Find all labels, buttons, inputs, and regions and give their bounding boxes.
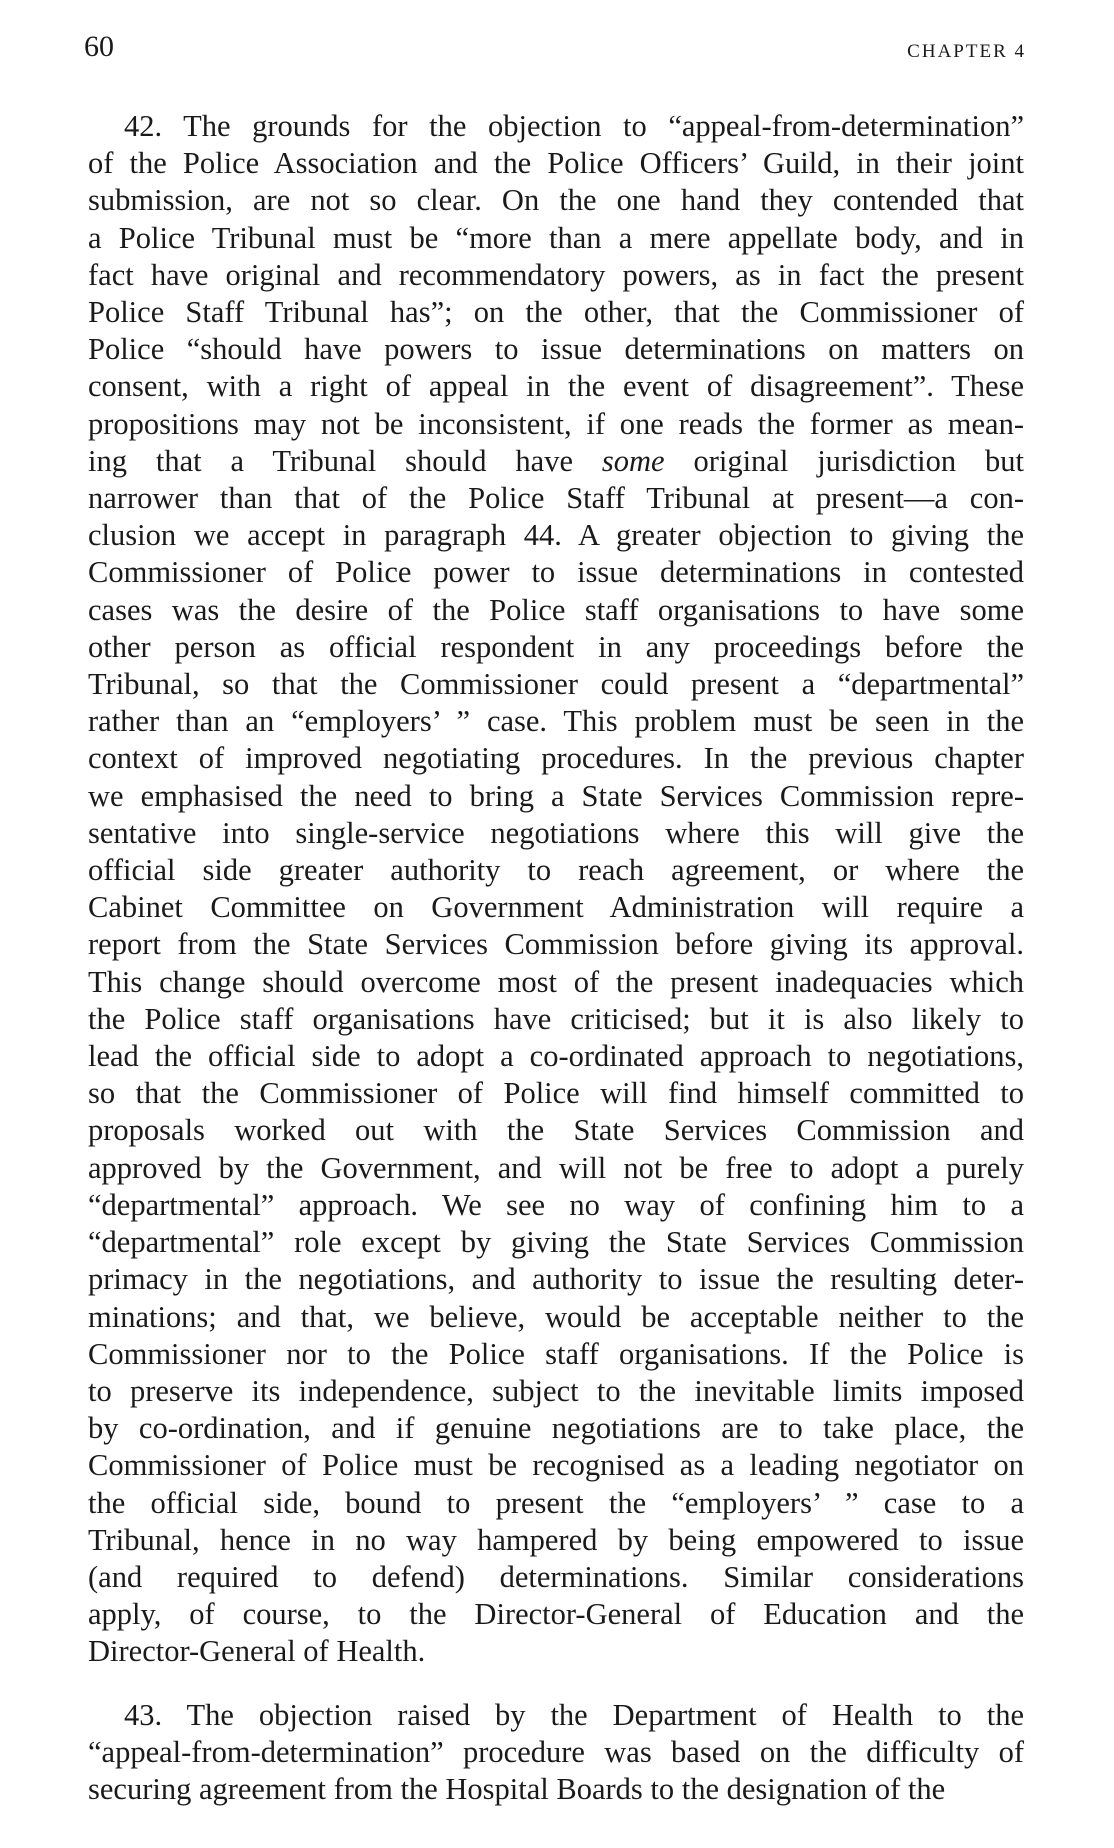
- paragraph-line: submission, are not so clear. On the one hand they contended that: [88, 183, 1024, 218]
- paragraph-line: so that the Commissioner of Police will find himself committed to: [88, 1076, 1024, 1111]
- paragraph-number: 42.: [124, 109, 163, 143]
- paragraph-line: sentative into single-service negotiations where this will give the: [88, 815, 1024, 850]
- paragraph-line: a Police Tribunal must be “more than a mere appellate body, and in: [88, 220, 1024, 255]
- paragraph-line: report from the State Services Commission before giving its approval.: [88, 927, 1024, 962]
- paragraph-line: clusion we accept in paragraph 44. A greater objection to giving the: [88, 518, 1024, 553]
- paragraph-line: the official side, bound to present the “employers’ ” case to a: [88, 1485, 1024, 1520]
- emphasis: some: [601, 443, 665, 478]
- paragraph-line: securing agreement from the Hospital Boards to the designation of the: [88, 1771, 946, 1806]
- paragraph-line: This change should overcome most of the present inadequacies which: [88, 964, 1024, 999]
- paragraph-line: consent, with a right of appeal in the event of disagreement”. These: [88, 369, 1024, 404]
- paragraph-line: [88, 108, 1024, 145]
- paragraph-43: [88, 1697, 1024, 1809]
- paragraph-line: (and required to defend) determinations. Similar considerations: [88, 1559, 1024, 1594]
- paragraph-line: Commissioner of Police must be recognised as a leading negotiator on: [88, 1448, 1024, 1483]
- paragraph-line: propositions may not be inconsistent, if one reads the former as mean-: [88, 406, 1024, 441]
- paragraph-line: “departmental” approach. We see no way of confining him to a: [88, 1187, 1024, 1222]
- paragraph-number: 43.: [124, 1697, 163, 1732]
- paragraph-line: Tribunal, hence in no way hampered by being empowered to issue: [88, 1522, 1024, 1557]
- paragraph-line: Police “should have powers to issue determinations on matters on: [88, 332, 1024, 367]
- paragraph-line: approved by the Government, and will not be free to adopt a purely: [88, 1150, 1024, 1185]
- paragraph-line: Cabinet Committee on Government Administration will require a: [88, 890, 1024, 925]
- paragraph-line: proposals worked out with the State Services Commission and: [88, 1113, 1024, 1148]
- paragraph-line: lead the official side to adopt a co-ordinated approach to negotiations,: [88, 1039, 1024, 1074]
- paragraph-line: Commissioner nor to the Police staff organisations. If the Police is: [88, 1336, 1024, 1371]
- paragraph-42: [88, 108, 1024, 1671]
- paragraph-line: Commissioner of Police power to issue determinations in contested: [88, 555, 1024, 590]
- paragraph-line: [88, 1697, 1024, 1734]
- paragraph-line: Director-General of Health.: [88, 1634, 426, 1669]
- paragraph-line: primacy in the negotiations, and authority to issue the resulting deter-: [88, 1262, 1024, 1297]
- paragraph-line: the Police staff organisations have criticised; but it is also likely to: [88, 1001, 1024, 1036]
- paragraph-line: “appeal-from-determination” procedure was based on the difficulty of: [88, 1734, 1024, 1769]
- running-head: CHAPTER 4: [907, 41, 1026, 62]
- paragraph-line: apply, of course, to the Director-General of Education and the: [88, 1597, 1024, 1632]
- paragraph-line: to preserve its independence, subject to the inevitable limits imposed: [88, 1373, 1024, 1408]
- paragraph-line: “departmental” role except by giving the State Services Commission: [88, 1225, 1024, 1260]
- paragraph-line: official side greater authority to reach agreement, or where the: [88, 853, 1024, 888]
- paragraph-line: minations; and that, we believe, would be acceptable neither to the: [88, 1299, 1024, 1334]
- paragraph-line: context of improved negotiating procedures. In the previous chapter: [88, 741, 1024, 776]
- paragraph-line: we emphasised the need to bring a State Services Commission repre-: [88, 778, 1024, 813]
- paragraph-line: of the Police Association and the Police Officers’ Guild, in their joint: [88, 146, 1024, 181]
- paragraph-line: narrower than that of the Police Staff Tribunal at present—a con-: [88, 481, 1024, 516]
- paragraph-line: Tribunal, so that the Commissioner could present a “departmental”: [88, 667, 1024, 702]
- paragraph-line: cases was the desire of the Police staff organisations to have some: [88, 592, 1024, 627]
- body-text: [88, 108, 1024, 1808]
- paragraph-line: Police Staff Tribunal has”; on the other, that the Commissioner of: [88, 295, 1024, 330]
- paragraph-line: rather than an “employers’ ” case. This problem must be seen in the: [88, 704, 1024, 739]
- page-number: 60: [84, 30, 114, 63]
- paragraph-line: ing that a Tribunal should have some original jurisdiction but: [88, 443, 1024, 478]
- paragraph-line: other person as official respondent in any proceedings before the: [88, 629, 1024, 664]
- paragraph-line-text: The grounds for the objection to “appeal-from-determination”: [162, 109, 1024, 143]
- paragraph-line-text: The objection raised by the Department of Health to the: [162, 1697, 1024, 1732]
- paragraph-line: fact have original and recommendatory powers, as in fact the present: [88, 257, 1024, 292]
- paragraph-line: by co-ordination, and if genuine negotiations are to take place, the: [88, 1411, 1024, 1446]
